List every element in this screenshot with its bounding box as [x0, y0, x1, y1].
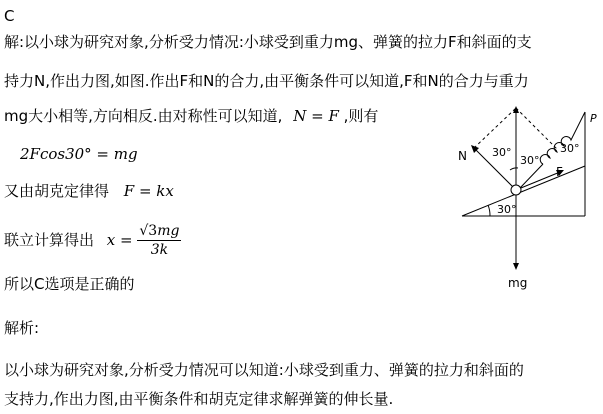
x-fraction-numerator: [137, 222, 181, 241]
hooke-law-text: 又由胡克定律得: [4, 182, 110, 200]
sqrt-3: √3: [139, 223, 158, 239]
analysis-line-2: 支持力,作出力图,由平衡条件和胡克定律求解弹簧的伸长量.: [4, 390, 394, 408]
solution-line-3-text: mg大小相等,方向相反.由对称性可以知道,: [4, 107, 283, 125]
incline-line: [462, 166, 585, 216]
ball: [511, 185, 521, 195]
incline-angle-arc: [488, 205, 490, 216]
f-force-line: [516, 172, 560, 190]
x-fraction-denominator: 3k: [150, 242, 169, 258]
solution-line-2: 持力N,作出力图,如图.作出F和N的合力,由平衡条件可以知道,F和N的合力与重力: [4, 72, 529, 90]
f-force-label: F: [556, 165, 563, 179]
solution-line-3: [4, 106, 378, 126]
angle-label-spring: 30°: [560, 142, 580, 155]
conclusion-line: 所以C选项是正确的: [4, 275, 135, 293]
hooke-law-line: [4, 181, 174, 201]
mg-term: mg: [157, 223, 180, 239]
formula-n-equals-f: N = F: [293, 107, 339, 125]
angle-arc-mid: [510, 168, 518, 170]
dashed-line-top: [474, 108, 516, 148]
mg-force-arrowhead: [513, 263, 519, 270]
analysis-line-1: 以小球为研究对象,分析受力情况可以知道:小球受到重力、弹簧的拉力和斜面的: [4, 361, 524, 379]
answer-letter: C: [4, 7, 15, 25]
combine-line: [4, 220, 181, 260]
force-diagram: [448, 80, 603, 290]
p-label: P: [590, 112, 597, 125]
x-variable: x =: [106, 231, 133, 249]
angle-label-mid: 30°: [520, 154, 540, 167]
dashed-line-right: [516, 108, 558, 150]
analysis-title: 解析:: [4, 319, 40, 337]
angle-label-top-left: 30°: [492, 146, 512, 159]
n-force-label: N: [458, 149, 467, 163]
hooke-law-formula: F = kx: [123, 182, 174, 200]
x-fraction: [137, 222, 181, 259]
solution-line-3-tail: ,则有: [343, 107, 379, 125]
solution-line-1: 解:以小球为研究对象,分析受力情况:小球受到重力mg、弹簧的拉力F和斜面的支: [4, 33, 532, 51]
incline-angle-label: 30°: [497, 203, 517, 216]
combine-text: 联立计算得出: [4, 231, 95, 249]
mg-label: mg: [508, 276, 528, 290]
equation-2fcos30: 2Fcos30° = mg: [20, 145, 138, 163]
